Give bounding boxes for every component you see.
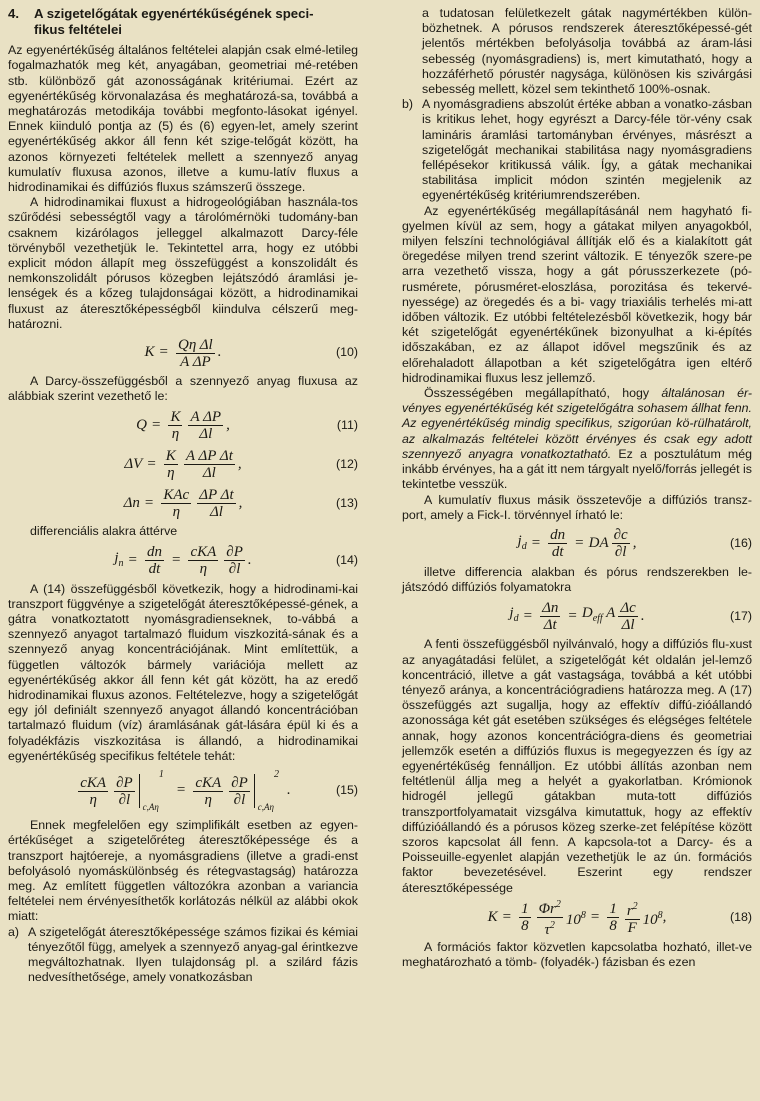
- left-column: [8, 6, 358, 985]
- list-item-a: [8, 925, 358, 986]
- paragraph: differenciális alakra áttérve: [30, 524, 178, 539]
- section-number: 4.: [8, 6, 19, 21]
- paragraph: A formációs faktor közvetlen kapcsolatba hozható, illet-ve meghatározható a tömb- (folyadék-) fázisban és ezen: [402, 939, 752, 969]
- paragraph: A fenti összefüggésből nyilvánvaló, hogy a diffúziós flu-xust az anyagátadási felület, a szigetelőgát két oldalán jel-lemző koncentráció, illetve a gát vastagsága, továbbá a két utóbbi tényező aránya, a koncentrációgradiens határozza meg. A (17) összefüggés azt sugallja, hogy az effektív diffú-zióállandó azonossága két gát esetében szükséges és elégséges feltétele annak, hogy azonos koncentrációgra-diens és geometriai jellemzők esetén a diffúziós fluxus is megegyezzen és így az egyenértékűség fennálljon. Ez utóbbi állítás azonban nem feltétlenül állja meg a helyét a gyakorlatban. Krómionok hidrogél jellegű gátakban muta-tott diffúziós transzportfolyamatait vizsgálva kimutattuk, hogy az effektív diffúzióállandó és a pórusos közeg szerke-zet felépítése között szoros kapcsolat áll fenn. A kapcsola-tot a Darcy- és a Poisseuille-egyenlet alapján vezethetjük le az ún. formációs faktor bevezetésével. Eszerint egy rendszer áteresztőképessége: [402, 637, 752, 895]
- equation-number: (17): [729, 608, 752, 623]
- equation-number: (16): [729, 536, 752, 551]
- equation-12: ΔV = $\frac{K}{\eta}$ $\frac{\text{A ΔP Δt}}{\Delta l}$ , (12): [124, 447, 358, 481]
- equation-number: (12): [335, 456, 358, 471]
- equation-number: (15): [335, 783, 358, 798]
- list-text: A szigetelőgát áteresztőképessége számos fizikai és kémiai tényezőtől függ, amelyek a szennyező anyag-gal érintkezve megváltozhatnak. Ilyen tulajdonság pl. a szilárd fázis nedvesíthetősége, amely vonatkozásban: [28, 924, 358, 985]
- paragraph: A (14) összefüggésből következik, hogy a hidrodinami-kai transzport függvénye a szigetelőgát áteresztőképessé-gének, a gátra vonatkoztatott nyomásgradienseknek, to-vábbá a szennyező anyagot tartalmazó fluidum viszkozitá-sának és a szennyező anyag koncentrációjának. Mint említettük, a független változók bármely variációja mellett az egyenértékűség akkor áll fenn két gát között, ha az eredő hidrodinamikai fluxus azonos. Feltételezve, hogy a szigetelőgát egy jól definiált szennyező anyagot állandó koncentrációban tartalmazó fluidum (víz) áramlásának gát-lására épül ki és a folyadékfázis viszkozitása is állandó, a hidrodinamikai egyenértékűség specifikus feltétele tehát:: [8, 581, 358, 763]
- equation-13: Δn = $\frac{\text{KAc}}{\eta}$ $\frac{\text{ΔP Δt}}{\Delta l}$ , (13): [123, 486, 358, 520]
- paragraph-part: Összességében megállapítható, hogy: [424, 386, 662, 401]
- paragraph: A Darcy-összefüggésből a szennyező anyag fluxusa az alábbiak szerint vezethető le:: [8, 374, 358, 404]
- list-label: a): [8, 924, 20, 939]
- list-text: A nyomásgradiens abszolút értéke abban a vonatko-zásban is kritikus lehet, hogy egyrészt a Darcy-féle tör-vény csak lamináris áramlási tartományban érvényes, másrészt a szigetelőgát mechanikai stabilitása nagy nyomásgradiens fellépésekor kritikussá válik. Így, a gátak mechanikai stabilitása implicit módon szintén megjelenik az egyenértékűség kritériumrendszerében.: [422, 97, 752, 203]
- paragraph: illetve differencia alakban és pórus rendszerekben le-játszódó diffúziós folyamatokra: [402, 564, 752, 595]
- equation-number: (11): [336, 417, 358, 432]
- paragraph: Ennek megfelelően egy szimplifikált esetben az egyen-értékűséget a szigetelőréteg áteresztőképessége és a transzport hajtóereje, a nyomásgradiens (illetve a gradi-enst befolyásoló nyomáskülönbség és rétegvastagság) határozza meg. Az említett független változókra azonban a variancia feltételei nem érvényesíthetők korlátozás nélkül az alábbi okok miatt:: [8, 818, 358, 924]
- right-column: [402, 6, 752, 970]
- list-item-b: [402, 97, 752, 203]
- equation-11: Q = $\frac{K}{\eta}$ $\frac{\text{A ΔP}}{\Delta l}$ , (11): [136, 408, 358, 442]
- list-label: b): [402, 97, 414, 112]
- equation-15: $\frac{\text{cKA}}{\eta}$ $\frac{\partial P}{\partial l}$ c,Aη 1 = $\frac{\text{cKA}}{\eta}$ $\frac{\partial P}{\partial l}$ c,Aη 2 . (15): [80, 769, 358, 812]
- equation-14: $j_n$ = $\frac{dn}{dt}$ = $\frac{\text{cKA}}{\eta}$ $\frac{\partial P}{\partial l}$ . (14): [114, 544, 358, 578]
- equation-number: (18): [729, 910, 752, 925]
- equation-number: (14): [335, 553, 358, 568]
- paragraph: [402, 386, 752, 492]
- heading-line-2: fikus feltételei: [34, 21, 122, 37]
- equation-17: $j_d$ = $\frac{\Delta n}{\Delta t}$ = $D_{eff}$ A $\frac{\Delta c}{\Delta l}$ . (17): [509, 599, 752, 633]
- equation-16: $j_d$ = $\frac{dn}{dt}$ = DA $\frac{\partial c}{\partial l}$ , (16): [517, 527, 752, 561]
- paragraph-part: Ez a posztulátum még inkább érvényes, ha a gát itt nem tárgyalt nyelő/forrás jellegét is tekintetbe vesszük.: [402, 446, 753, 492]
- equation-18: K = $\frac{1}{8}$ $\frac{\Phi r^2}{\tau^2}$ $10^8$ = $\frac{1}{8}$ $\frac{r^2}{F}$ $10^8$ , (18): [487, 899, 752, 939]
- paragraph: A hidrodinamikai fluxust a hidrogeológiában használa-tos szűrődési sebességtől vagy a tárolómérnöki tudomány-ban csaknem kizárólagos jelleggel alkalmazott Darcy-féle törvényből vezethetjük le. Tekintettel arra, hogy ez utóbbi explicit módon állapít meg összefüggést a konszolidált és nemkonszolidált pórusos közegben lejátszódó áramlási je-lenségek és a kőzeg tulajdonságai között, a hidrodinamikai fluxust az áteresztőképességből kiindulva célszerű meg-határozni.: [8, 195, 358, 331]
- emphasis-text: általánosan ér-vényes egyenértékűség két szigetelőgátra sohasem állhat fenn. Az egyenértékűség mindig specifikus, szigorúan kö-rülhatárolt, az alkalmazás feltételei között érvényes és csak egy adott szennyező anyagra vonatkoztatható.: [402, 386, 753, 461]
- equation-10: K = $\frac{\text{Qη Δl}}{\text{A ΔP}}$ . (10): [144, 336, 358, 370]
- section-heading: [8, 6, 358, 37]
- heading-line-1: A szigetelőgátak egyenértékűségének speci-: [34, 6, 314, 21]
- equation-number: (13): [335, 495, 358, 510]
- paragraph: Az egyenértékűség megállapításánál nem hagyható fi-gyelmen kívül az sem, hogy a gátakat milyen anyagokból, milyen felszíni technológiával állítják elő és a kialakított gát öregedése milyen trend szerint változik. E tényezők szere-pe arra vezethető vissza, hogy a gát pórusszerkezete (pó-rusmérete, pórusméret-eloszlása, porozitása és tekervé-nyessége) az öregedés és a bi- vagy triaxiális terhelés mi-att időben változik. Ez utóbbi feltételezésből következik, hogy bár két szigetelőgát egyenértékűnek bizonyulhat a ki-építés időszakában, ez az állapot idővel megszűnik és az előrehaladott állapotban a két szigetelőgátra igen eltérő hidrodinamikai fluxus lesz jellemző.: [402, 203, 752, 385]
- paragraph: A kumulatív fluxus másik összetevője a diffúziós transz-port, amely a Fick-I. törvénnyel írható le:: [402, 492, 752, 522]
- equation-number: (10): [335, 345, 358, 360]
- paragraph: a tudatosan felületkezelt gátak nagymértékben külön-bözhetnek. A pórusos rendszerek áteresztőképessé-gét jelentős mértékben befolyásolja továbbá az áram-lási sebesség (nyomásgradiens) is, mert kimutatható, hogy a hozzáférhető pórustér nagysága, különösen kis szivárgási sebesség mellett, közel sem tekinthető 100%-osnak.: [422, 6, 752, 97]
- paragraph: Az egyenértékűség általános feltételei alapján csak elmé-letileg fogalmazhatók meg két, anyagában, geometriai mé-retében stb. különböző gát azonosságának kritériumai. Ezért az egyenértékűség körvonalazása és meghatározá-sa, továbbá a meghatározás metodikája további megfonto-lásokat igényel. Ennek kiinduló pontja az (5) és (6) egyen-let, amely szerint egyenértékűség akkor áll fenn két szige-telőgát között, ha azonos környezeti feltételek mellett a szennyező anyag kumulatív fluxusa azonos, illetve a kumu-latív fluxus a hidrodinamikai és diffúziós fluxus számszerű összege.: [8, 43, 358, 195]
